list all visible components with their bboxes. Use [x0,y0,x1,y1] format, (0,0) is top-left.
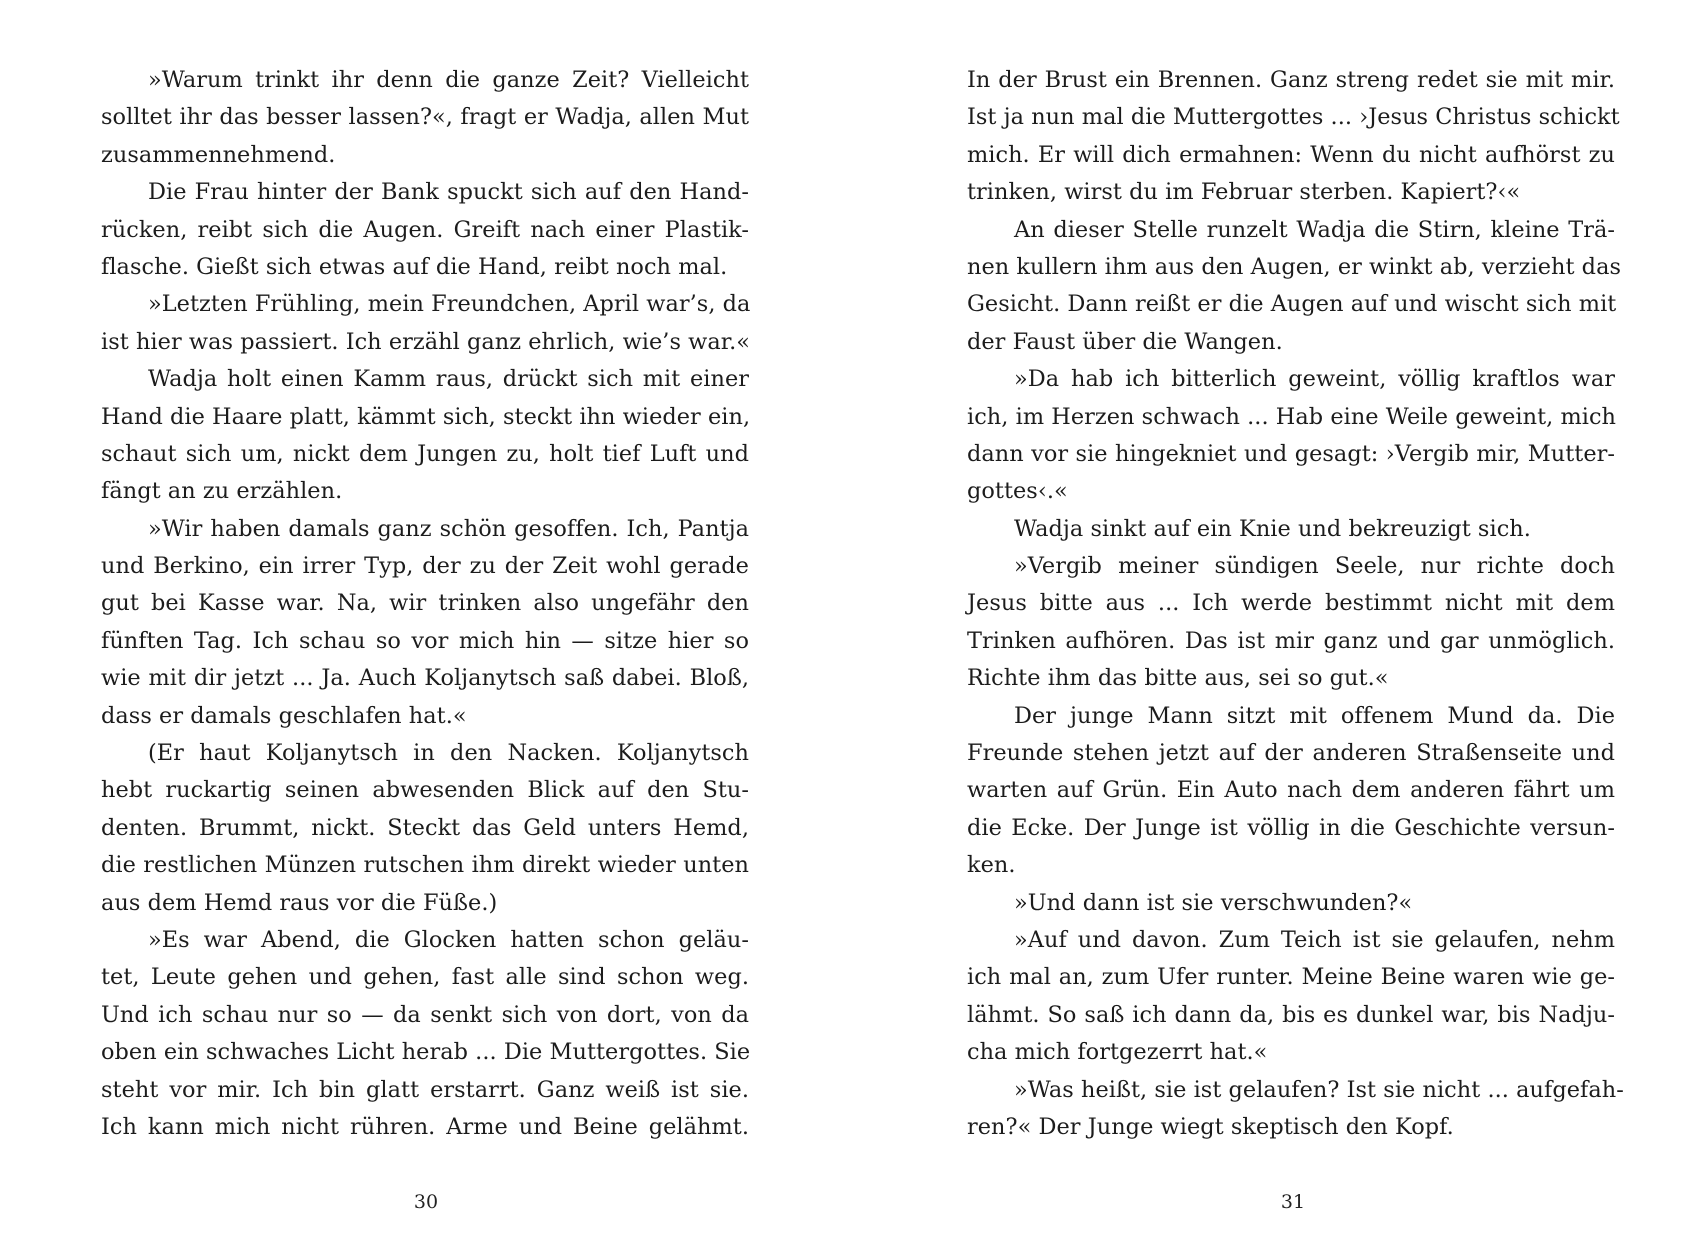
text-line: mich. Er will dich ermahnen: Wenn du nicht aufhörst zu [967,141,1615,168]
text-line: flasche. Gießt sich etwas auf die Hand, reibt noch mal. [101,253,728,280]
text-line: »Vergib meiner sündigen Seele, nur richte doch [1014,553,1615,580]
text-line: steht vor mir. Ich bin glatt erstarrt. Ganz weiß ist sie. [101,1076,749,1103]
text-line: Ist ja nun mal die Muttergottes ... ›Jesus Christus schickt [967,104,1620,131]
text-line: Und ich schau nur so — da senkt sich von dort, von da [101,1001,749,1028]
right-page [967,62,1624,1147]
text-line: In der Brust ein Brennen. Ganz streng redet sie mit mir. [967,67,1615,93]
text-line: lähmt. So saß ich dann da, bis es dunkel war, bis Nadju- [967,1001,1615,1028]
text-line: zusammennehmend. [101,141,336,168]
text-line: fünften Tag. Ich schau so vor mich hin — sitze hier so [101,627,749,654]
left-page-number: 30 [413,1191,439,1213]
text-line: cha mich fortgezerrt hat.« [967,1039,1268,1066]
text-line: »Es war Abend, die Glocken hatten schon geläu- [148,926,749,953]
text-line: aus dem Hemd raus vor die Füße.) [101,889,498,916]
text-line: »Was heißt, sie ist gelaufen? Ist sie nicht ... aufgefah- [1014,1076,1624,1103]
text-line: ist hier was passiert. Ich erzähl ganz ehrlich, wie’s war.« [101,328,751,355]
text-line: wie mit dir jetzt ... Ja. Auch Koljanytsch saß dabei. Bloß, [101,665,749,692]
text-line: ren?« Der Junge wiegt skeptisch den Kopf. [967,1113,1454,1140]
text-line: Trinken aufhören. Das ist mir ganz und gar unmöglich. [967,627,1615,654]
text-line: dass er damals geschlafen hat.« [101,702,467,729]
text-line: dann vor sie hingekniet und gesagt: ›Vergib mir, Mutter- [967,440,1615,467]
text-line: Wadja holt einen Kamm raus, drückt sich mit einer [148,366,749,393]
text-line: trinken, wirst du im Februar sterben. Kapiert?‹« [967,179,1521,206]
text-line: Hand die Haare platt, kämmt sich, steckt ihn wieder ein, [101,403,751,430]
text-line: denten. Brummt, nickt. Steckt das Geld unters Hemd, [101,814,749,841]
text-line: solltet ihr das besser lassen?«, fragt er Wadja, allen Mut [101,104,749,131]
text-line: »Auf und davon. Zum Teich ist sie gelaufen, nehm [1014,926,1615,953]
text-line: nen kullern ihm aus den Augen, er winkt ab, verzieht das [967,253,1622,280]
text-line: tet, Leute gehen und gehen, fast alle sind schon weg. [101,964,749,991]
text-line: gut bei Kasse war. Na, wir trinken also ungefähr den [101,590,749,617]
text-line: die restlichen Münzen rutschen ihm direkt wieder unten [101,852,749,879]
text-line: hebt ruckartig seinen abwesenden Blick auf den Stu- [101,777,749,804]
text-line: warten auf Grün. Ein Auto nach dem anderen fährt um [967,777,1615,804]
left-page [101,62,749,1184]
text-line: Freunde stehen jetzt auf der anderen Straßenseite und [967,740,1615,767]
text-line: »Da hab ich bitterlich geweint, völlig kraftlos war [1014,366,1615,393]
text-line: fängt an zu erzählen. [101,478,343,505]
text-line: Gesicht. Dann reißt er die Augen auf und wischt sich mit [967,291,1617,318]
text-line: Ich kann mich nicht rühren. Arme und Beine gelähmt. [101,1113,749,1140]
text-line: und Berkino, ein irrer Typ, der zu der Zeit wohl gerade [101,553,749,580]
text-line: Die Frau hinter der Bank spuckt sich auf den Hand- [148,179,749,206]
text-line: (Er haut Koljanytsch in den Nacken. Koljanytsch [148,740,749,767]
text-line: An dieser Stelle runzelt Wadja die Stirn, kleine Trä- [1014,216,1615,243]
text-line: rücken, reibt sich die Augen. Greift nach einer Plastik- [101,216,749,243]
text-line: Der junge Mann sitzt mit offenem Mund da. Die [1014,702,1615,729]
text-line: ich, im Herzen schwach ... Hab eine Weile geweint, mich [967,403,1617,430]
right-page-number: 31 [1280,1191,1306,1213]
text-line: »Und dann ist sie verschwunden?« [1014,889,1413,916]
text-line: »Warum trinkt ihr denn die ganze Zeit? Vielleicht [148,67,749,93]
text-line: Wadja sinkt auf ein Knie und bekreuzigt sich. [1014,515,1531,542]
text-line: gottes‹.« [967,478,1068,505]
right-page-text [967,62,1624,1147]
text-line: der Faust über die Wangen. [967,328,1283,355]
text-line: »Wir haben damals ganz schön gesoffen. Ich, Pantja [148,515,749,542]
text-line: die Ecke. Der Junge ist völlig in die Geschichte versun- [967,814,1615,841]
text-line: Jesus bitte aus ... Ich werde bestimmt nicht mit dem [967,590,1615,617]
text-line: Richte ihm das bitte aus, sei so gut.« [967,665,1389,692]
text-line: ich mal an, zum Ufer runter. Meine Beine waren wie ge- [967,964,1615,991]
text-line: »Letzten Frühling, mein Freundchen, April war’s, da [148,291,751,318]
left-page-text [101,62,749,1184]
text-line: ken. [967,852,1016,879]
text-line: oben ein schwaches Licht herab ... Die Muttergottes. Sie [101,1039,751,1066]
text-line: schaut sich um, nickt dem Jungen zu, holt tief Luft und [101,440,749,467]
